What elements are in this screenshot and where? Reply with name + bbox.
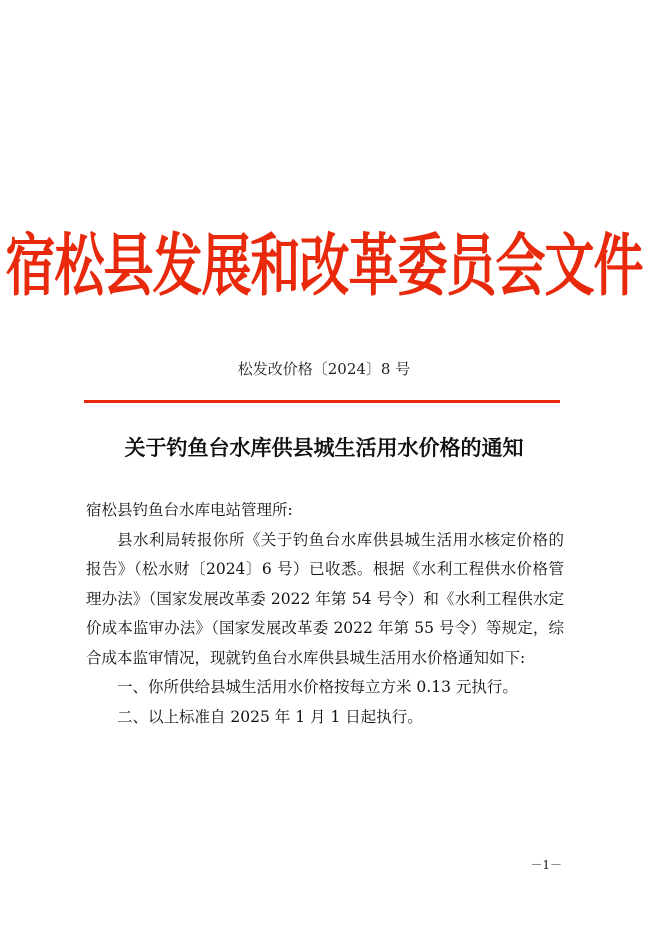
issuing-authority-header: 宿松县发展和改革委员会文件 [5, 225, 643, 306]
decision-item-2: 二、以上标准自 2025 年 1 月 1 日起执行。 [117, 707, 423, 726]
red-divider-line [84, 400, 560, 403]
document-number: 松发改价格〔2024〕8 号 [237, 360, 411, 378]
body-paragraph: 县水利局转报你所《关于钓鱼台水库供县城生活用水核定价格的报告》（松水财〔2024〕6 号）已收悉。根据《水利工程供水价格管理办法》（国家发展改革委 2022 年第 54 号令）和《水利工程供水定价成本监审办法》（国家发展改革委 2022 年第 55 号令）等规定，综合成本监审情况，现就钓鱼台水库供县城生活用水价格通知如下: [86, 530, 564, 667]
page-number: －1－ [530, 858, 562, 872]
decision-item-1: 一、你所供给县城生活用水价格按每立方米 0.13 元执行。 [117, 678, 518, 696]
notice-title: 关于钓鱼台水库供县城生活用水价格的通知 [124, 435, 524, 460]
addressee: 宿松县钓鱼台水库电站管理所: [86, 501, 293, 519]
document-body [86, 496, 564, 732]
